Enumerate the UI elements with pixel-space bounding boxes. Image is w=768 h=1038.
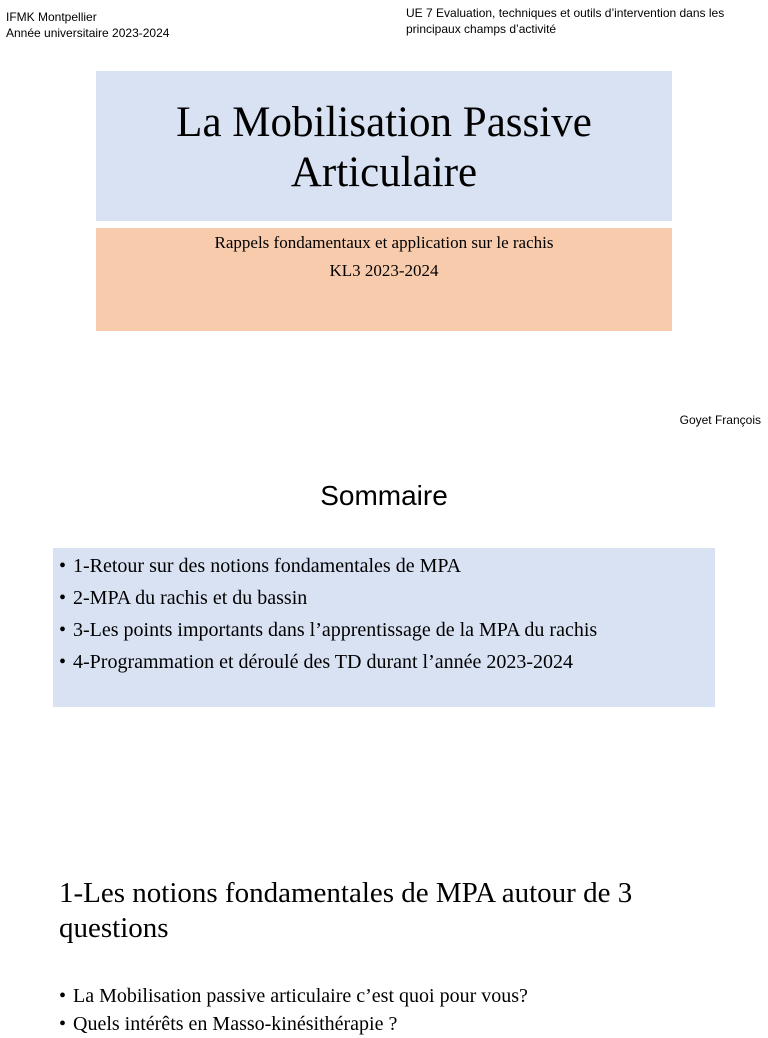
sommaire-list: [59, 550, 597, 678]
subtitle-banner: [96, 228, 672, 331]
header-institution: [6, 9, 169, 41]
title-banner: [96, 71, 672, 221]
sommaire-heading: Sommaire: [320, 480, 448, 511]
bullet-icon: •: [59, 555, 67, 577]
header-course-unit: UE 7 Evaluation, techniques et outils d’intervention dans les principaux champs d’activité: [406, 6, 725, 36]
title-line-2: Articulaire: [290, 149, 478, 196]
question-2: Quels intérêts en Masso-kinésithérapie ?: [73, 1013, 398, 1035]
subtitle-line-1: Rappels fondamentaux et application sur le rachis: [214, 233, 554, 252]
list-item: [59, 582, 597, 614]
sommaire-item-1: 1-Retour sur des notions fondamentales de MPA: [73, 555, 462, 577]
question-list: [59, 982, 528, 1038]
list-item: [59, 550, 597, 582]
page-title: [176, 94, 592, 198]
subtitle-line-2: KL3 2023-2024: [329, 261, 439, 280]
bullet-icon: •: [59, 587, 67, 609]
list-item: [59, 982, 528, 1010]
author-name: Goyet François: [679, 413, 761, 427]
list-item: [59, 646, 597, 678]
sommaire-item-3: 3-Les points importants dans l’apprentissage de la MPA du rachis: [73, 619, 598, 641]
sommaire-item-4: 4-Programmation et déroulé des TD durant l’année 2023-2024: [73, 651, 574, 673]
bullet-icon: •: [59, 1013, 67, 1035]
institution-name: IFMK Montpellier: [6, 10, 97, 24]
bullet-icon: •: [59, 619, 67, 641]
bullet-icon: •: [59, 985, 67, 1007]
sommaire-box: [53, 548, 715, 707]
academic-year: Année universitaire 2023-2024: [6, 26, 170, 40]
question-1: La Mobilisation passive articulaire c’est quoi pour vous?: [73, 985, 528, 1007]
section-title: 1-Les notions fondamentales de MPA autour de 3 questions: [59, 877, 633, 944]
list-item: [59, 614, 597, 646]
bullet-icon: •: [59, 651, 67, 673]
sommaire-item-2: 2-MPA du rachis et du bassin: [73, 587, 308, 609]
title-line-1: La Mobilisation Passive: [176, 99, 592, 146]
list-item: [59, 1010, 528, 1038]
